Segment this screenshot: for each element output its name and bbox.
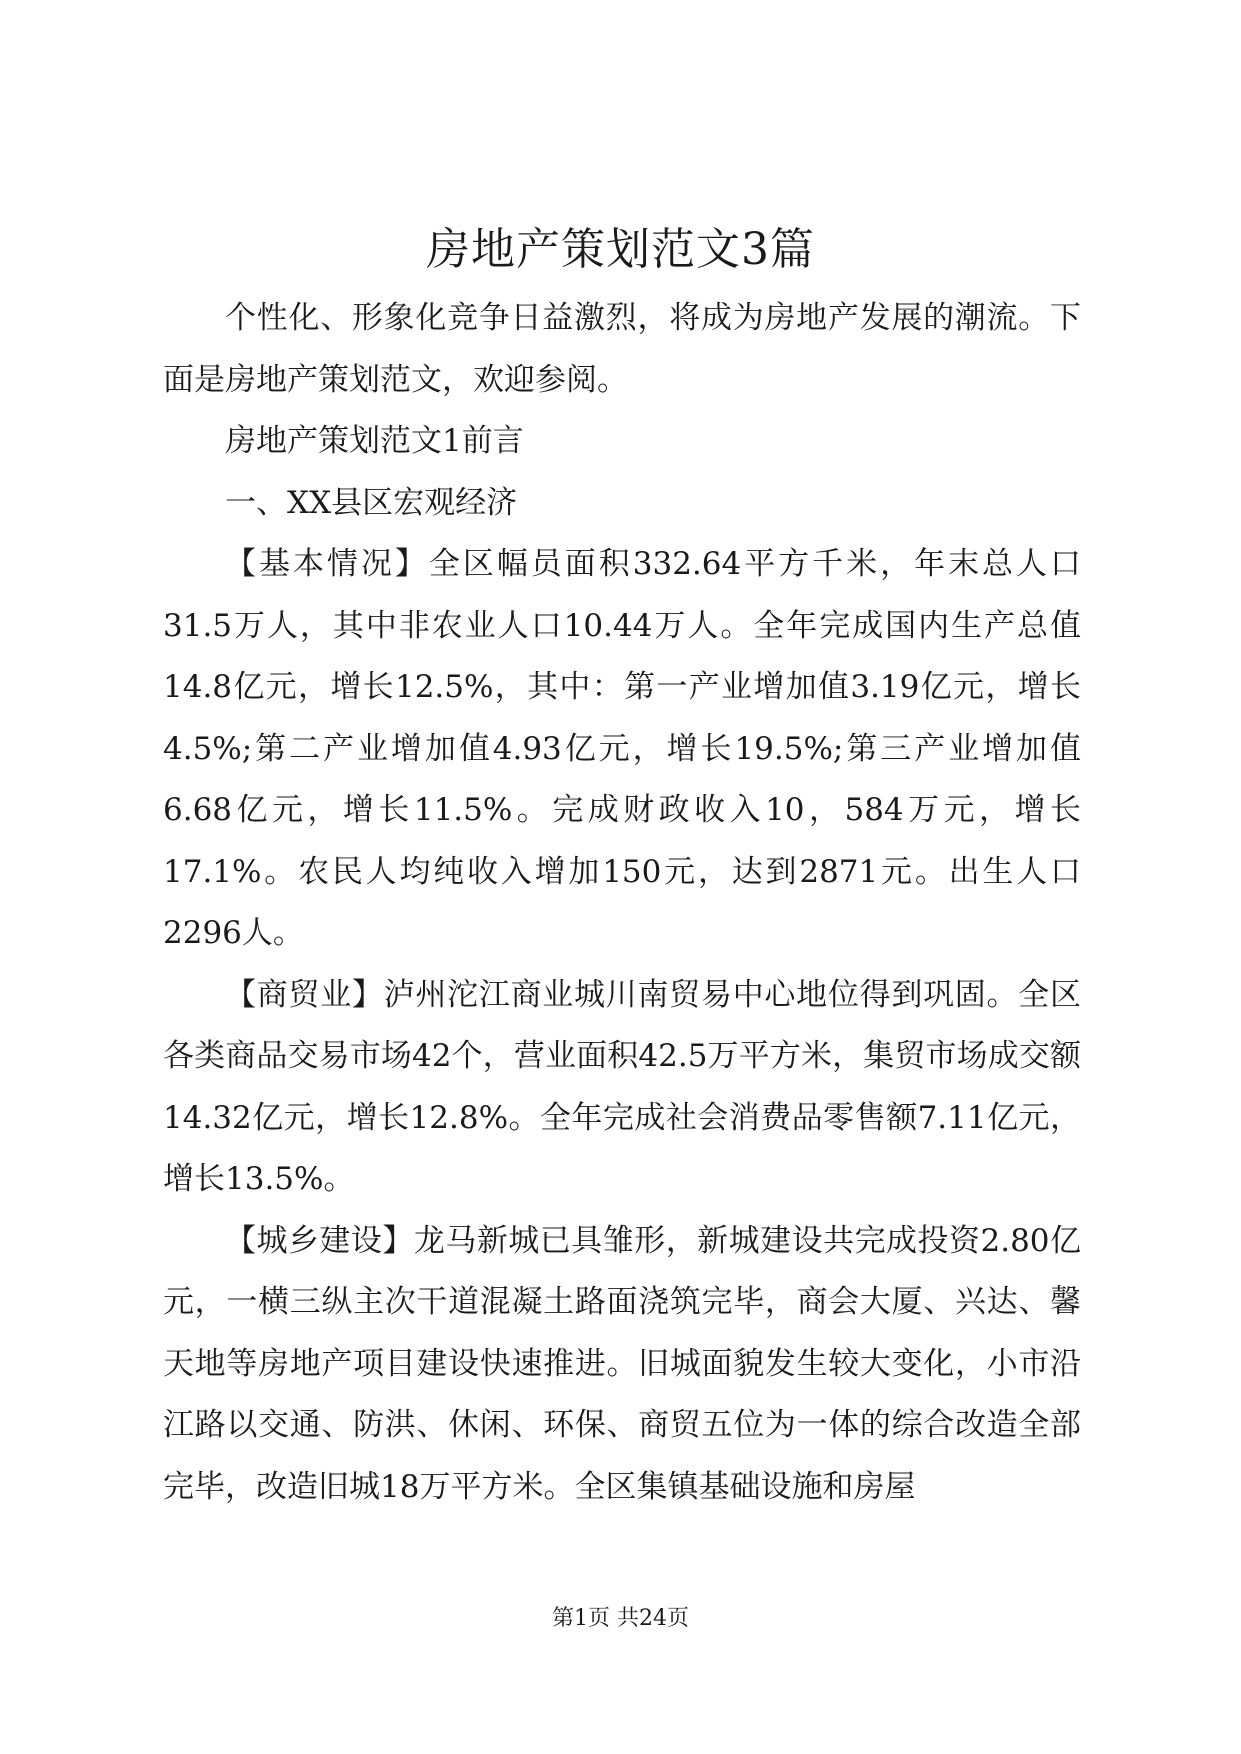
paragraph-subheading: 一、XX县区宏观经济	[225, 484, 518, 521]
paragraph-commerce: 【商贸业】泸州沱江商业城川南贸易中心地位得到巩固。全区各类商品交易市场42个，营业面积42.5万平方米，集贸市场成交额14.32亿元，增长12.8%。全年完成社会消费品零售额7.11亿元，增长13.5%。	[163, 976, 1081, 1197]
paragraph-basic-info: 【基本情况】全区幅员面积332.64平方千米，年末总人口31.5万人，其中非农业人口10.44万人。全年完成国内生产总值14.8亿元，增长12.5%，其中：第一产业增加值3.19亿元，增长4.5%;第二产业增加值4.93亿元，增长19.5%;第三产业增加值6.68亿元，增长11.5%。完成财政收入10，584万元，增长17.1%。农民人均纯收入增加150元，达到2871元。出生人口2296人。	[163, 546, 1081, 951]
paragraph-intro: 个性化、形象化竞争日益激烈，将成为房地产发展的潮流。下面是房地产策划范文，欢迎参阅。	[163, 300, 1081, 398]
paragraph-section-heading: 房地产策划范文1前言	[225, 423, 524, 459]
paragraph-urban-construction: 【城乡建设】龙马新城已具雏形，新城建设共完成投资2.80亿元，一横三纵主次干道混凝土路面浇筑完毕，商会大厦、兴达、馨天地等房地产项目建设快速推进。旧城面貌发生较大变化，小市沿江路以交通、防洪、休闲、环保、商贸五位为一体的综合改造全部完毕，改造旧城18万平方米。全区集镇基础设施和房屋	[163, 1222, 1081, 1505]
page-footer: 第1页 共24页	[552, 1606, 689, 1631]
document-body	[163, 288, 1081, 1518]
document-title: 房地产策划范文3篇	[426, 224, 815, 275]
